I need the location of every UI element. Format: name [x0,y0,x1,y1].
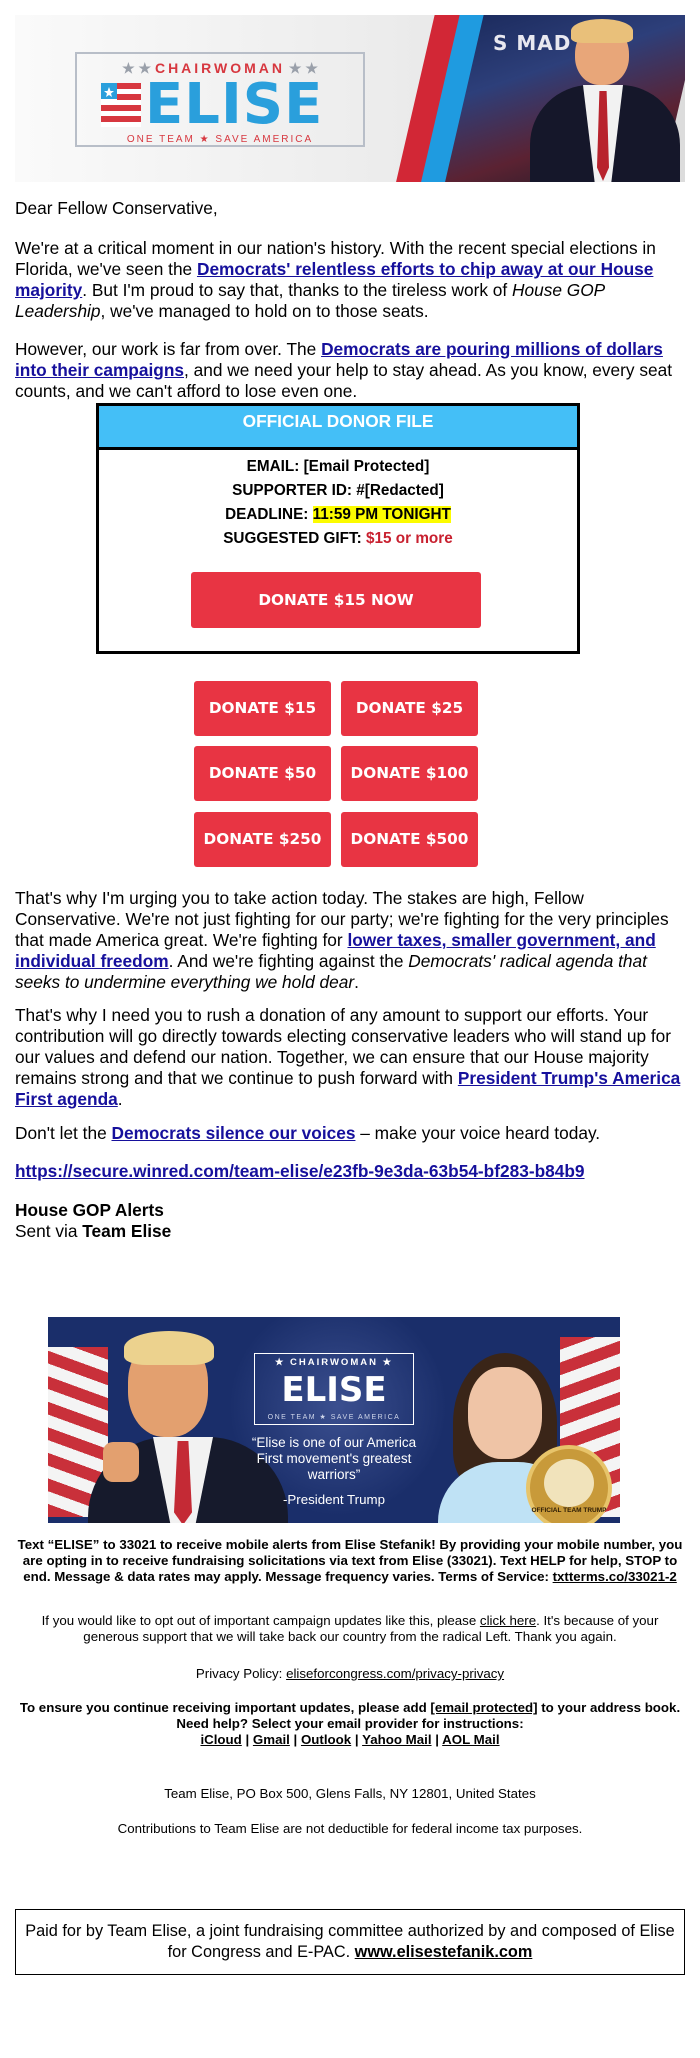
p1-text-a: We're at a critical moment in our nation's history. With the recent special elections in Florida, we've seen the [15,238,656,279]
badge-text: OFFICIAL TEAM TRUMP [531,1507,607,1514]
header-banner [15,15,685,182]
greeting: Dear Fellow Conservative, [15,198,218,218]
logo-elise: ELISE [145,72,324,137]
crowd-sign-text: S MAD [493,31,572,55]
p1-text-b: . But I'm proud to say that, thanks to the tireless work of [82,280,513,300]
sms-terms-link[interactable]: txtterms.co/33021-2 [552,1569,677,1584]
link-democrats-pouring[interactable]: Democrats are pouring millions of dollars into their campaigns [15,339,663,380]
paid-for-box [15,1909,685,1975]
paragraph-3 [15,888,685,993]
ensure-text-a: To ensure you continue receiving important updates, please add [19,1700,431,1715]
donate-250-button[interactable]: DONATE $250 [194,812,331,867]
provider-yahoo-link[interactable]: Yahoo Mail [362,1732,432,1747]
paragraph-1 [15,238,685,322]
donate-25-button[interactable]: DONATE $25 [341,681,478,736]
provider-icloud-link[interactable]: iCloud [200,1732,242,1747]
sent-via-label: Sent via [15,1221,83,1241]
supporter-label: SUPPORTER ID: [232,482,353,499]
p1-text-c: , we've managed to hold on to those seats. [100,301,429,321]
link-lower-taxes[interactable]: lower taxes, smaller government, and individual freedom [15,930,656,971]
donate-15-button[interactable]: DONATE $15 [194,681,331,736]
donate-100-button[interactable]: DONATE $100 [341,746,478,801]
gift-value: $15 or more [366,530,453,547]
thumbs-up-hand [103,1442,139,1482]
banner-chairwoman: ★ CHAIRWOMAN ★ [274,1357,394,1368]
banner-tagline: ONE TEAM ★ SAVE AMERICA [267,1414,401,1421]
optout-notice [15,1613,685,1645]
badge-portrait [544,1459,594,1507]
p2-text-a: However, our work is far from over. The [15,339,322,359]
donor-email-line [99,457,577,477]
p4-text-a: That's why I need you to rush a donation of any amount to support our efforts. Your contribution will go directly towards electing conservative leaders who will stand up for our values and defend our nation. Together, we can ensure that our House majority remains strong and that we continue to push forward with [15,1005,672,1088]
provider-separator: | [431,1732,443,1747]
link-democrats-efforts[interactable]: Democrats' relentless efforts to chip away at our House majority [15,259,654,300]
p3-emphasis: Democrats' radical agenda that seeks to undermine everything we hold dear [15,951,647,992]
deadline-label: DEADLINE: [225,506,309,523]
donation-url-line [15,1161,685,1182]
provider-outlook-link[interactable]: Outlook [300,1732,352,1747]
optout-click-here-link[interactable]: click here [479,1613,537,1628]
mailing-address: Team Elise, PO Box 500, Glens Falls, NY 12801, United States [164,1786,536,1801]
trump-photo-hair [124,1331,214,1365]
donor-file-title: OFFICIAL DONOR FILE [99,406,577,450]
donor-deadline-line [99,505,577,525]
p4-text-b: . [117,1089,123,1109]
sms-text: Text “ELISE” to 33021 to receive mobile alerts from Elise Stefanik! By providing your mobile number, you are opting in to receive fundraising solicitations via text from Elise (33021). Text HELP for help, STOP to end. Message & data rates may apply. Message frequency varies. Terms of Service: [17,1537,683,1584]
optout-text-a: If you would like to opt out of important campaign updates like this, please [41,1613,480,1628]
provider-separator: | [241,1732,253,1747]
elise-website-link[interactable]: www.elisestefanik.com [354,1943,533,1961]
donation-url-link[interactable]: https://secure.winred.com/team-elise/e23fb-9e3da-63b54-bf283-b84b9 [15,1161,585,1181]
email-label: EMAIL: [246,458,300,475]
banner-elise-logo: ELISE [281,1370,387,1410]
optout-text-b: . It's because of your generous support that we will take back our country from the radical Left. Thank you again. [83,1613,659,1644]
p2-text-b: , and we need your help to stay ahead. As you know, every seat counts, and we can't afford to lose even one. [15,360,673,401]
elise-photo-head [468,1367,542,1459]
donate-500-button[interactable]: DONATE $500 [341,812,478,867]
paragraph-4 [15,1005,685,1110]
p1-emphasis: House GOP Leadership [15,280,605,321]
flag-e-icon [101,83,141,127]
privacy-policy-link[interactable]: eliseforcongress.com/privacy-privacy [286,1666,505,1681]
banner-quote: “Elise is one of our America First movement's greatest warriors” [251,1435,417,1482]
paragraph-2 [15,339,685,402]
deadline-value: 11:59 PM TONIGHT [312,506,451,523]
privacy-label: Privacy Policy: [195,1666,287,1681]
logo-tagline: ONE TEAM ★ SAVE AMERICA [126,134,314,145]
whitelist-email-link[interactable]: [email protected] [430,1700,538,1715]
sent-via-line [15,1221,685,1242]
provider-aol-link[interactable]: AOL Mail [442,1732,500,1747]
provider-gmail-link[interactable]: Gmail [252,1732,290,1747]
trump-elise-banner [48,1317,620,1523]
ensure-text-b: to your address book. Need help? Select your email provider for instructions: [176,1700,681,1731]
whitelist-instructions [15,1700,685,1748]
privacy-policy-line [15,1666,685,1682]
donor-supporter-line [99,481,577,501]
p3-text-b: . And we're fighting against the [168,951,409,971]
p5-text-b: – make your voice heard today. [355,1123,601,1143]
provider-separator: | [351,1732,363,1747]
gift-label: SUGGESTED GIFT: [223,530,362,547]
donate-50-button[interactable]: DONATE $50 [194,746,331,801]
trump-photo-hair [571,19,633,43]
banner-attribution: -President Trump [283,1492,385,1507]
email-value: [Email Protected] [303,458,430,475]
sms-disclaimer [15,1537,685,1585]
p5-text-a: Don't let the [15,1123,112,1143]
donate-15-now-button[interactable]: DONATE $15 NOW [191,572,481,628]
signature-org: House GOP Alerts [15,1200,164,1220]
tax-disclaimer: Contributions to Team Elise are not deductible for federal income tax purposes. [117,1821,583,1836]
sent-via-name: Team Elise [82,1221,172,1241]
paid-for-text: Paid for by Team Elise, a joint fundraising committee authorized by and composed of Elise for Congress and E-PAC. [25,1922,675,1961]
p3-text-c: . [354,972,359,992]
link-democrats-silence[interactable]: Democrats silence our voices [111,1123,356,1143]
p3-text-a: That's why I'm urging you to take action today. The stakes are high, Fellow Conservative. We're not just fighting for our party; we're fighting for the very principles that made America great. We're fighting for [15,888,669,950]
link-america-first[interactable]: President Trump's America First agenda [15,1068,681,1109]
provider-separator: | [289,1732,301,1747]
donor-gift-line [99,529,577,549]
supporter-value: #[Redacted] [356,482,444,499]
team-trump-badge [526,1445,612,1523]
logo-chairwoman: ★ ★ CHAIRWOMAN ★ ★ [122,60,318,76]
paragraph-5 [15,1123,685,1144]
